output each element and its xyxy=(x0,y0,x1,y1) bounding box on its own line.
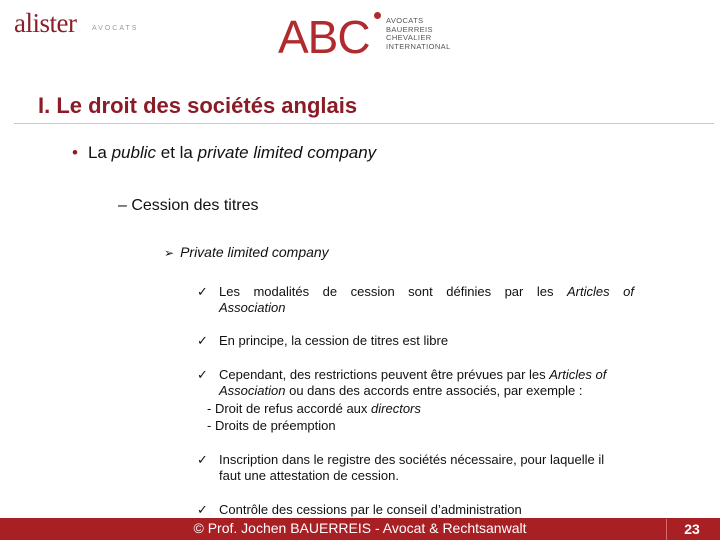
check-item-5 xyxy=(197,502,634,518)
bullet-icon: • xyxy=(72,143,78,162)
item3-text-2: ou dans des accords entre associés, par exemple : xyxy=(285,383,583,398)
checkmark-icon: ✓ xyxy=(197,502,208,517)
item1-italic-2: Association xyxy=(219,300,286,315)
item1-italic: Articles of xyxy=(567,284,634,299)
level3-text: Private limited company xyxy=(180,244,329,260)
level1-middle: et la xyxy=(156,143,198,162)
abc-logo-dot-icon xyxy=(374,12,381,19)
abc-logo-line: INTERNATIONAL xyxy=(386,41,451,51)
item4-line2: faut une attestation de cession. xyxy=(219,468,399,483)
alister-logo: alister xyxy=(14,8,77,38)
bullet-level-2: – Cession des titres xyxy=(118,197,259,214)
abc-logo-lines xyxy=(386,17,451,51)
alister-logo-subtitle: AVOCATS xyxy=(92,25,139,32)
dash-item-1 xyxy=(207,401,421,417)
footer-copyright: © Prof. Jochen BAUERREIS - Avocat & Rechtsanwalt xyxy=(193,520,527,536)
item3-line1 xyxy=(219,367,634,383)
dash1-italic: directors xyxy=(371,401,421,416)
title-divider xyxy=(14,123,714,124)
abc-logo-line: AVOCATS xyxy=(386,16,424,25)
abc-logo: ABC xyxy=(278,11,370,63)
level1-italic-private: private limited company xyxy=(197,143,377,162)
slide-title: I. Le droit des sociétés anglais xyxy=(38,93,358,118)
item5-text: Contrôle des cessions par le conseil d’administration xyxy=(219,502,522,517)
check-item-3 xyxy=(197,367,634,399)
level1-prefix: La xyxy=(87,143,112,162)
item1-line1 xyxy=(219,284,634,300)
dash1-text: - Droit de refus accordé aux xyxy=(207,401,372,416)
item3-italic: Articles of xyxy=(549,367,607,382)
item3-line2 xyxy=(219,383,634,399)
check-item-1 xyxy=(197,284,634,316)
bullet-level-3 xyxy=(164,244,329,260)
item1-text: Les modalités de cession sont définies par les xyxy=(219,284,568,299)
arrow-icon: ➢ xyxy=(164,246,175,260)
page-number: 23 xyxy=(684,521,700,537)
abc-logo-line: CHEVALIER xyxy=(386,33,432,42)
dash-item-2: - Droits de préemption xyxy=(207,418,336,433)
item3-italic-2: Association xyxy=(219,383,286,398)
item3-text: Cependant, des restrictions peuvent être prévues par les xyxy=(219,367,550,382)
check-item-2 xyxy=(197,333,634,349)
abc-logo-line: BAUERREIS xyxy=(386,24,433,34)
checkmark-icon: ✓ xyxy=(197,333,208,348)
item1-line2 xyxy=(219,300,634,316)
check-item-4 xyxy=(197,452,634,484)
checkmark-icon: ✓ xyxy=(197,452,208,467)
item4-line1: Inscription dans le registre des sociétés nécessaire, pour laquelle il xyxy=(219,452,605,467)
item2-text: En principe, la cession de titres est libre xyxy=(219,333,449,348)
checkmark-icon: ✓ xyxy=(197,284,208,299)
checkmark-icon: ✓ xyxy=(197,367,208,382)
level1-italic-public: public xyxy=(111,143,157,162)
bullet-level-1 xyxy=(72,143,376,163)
